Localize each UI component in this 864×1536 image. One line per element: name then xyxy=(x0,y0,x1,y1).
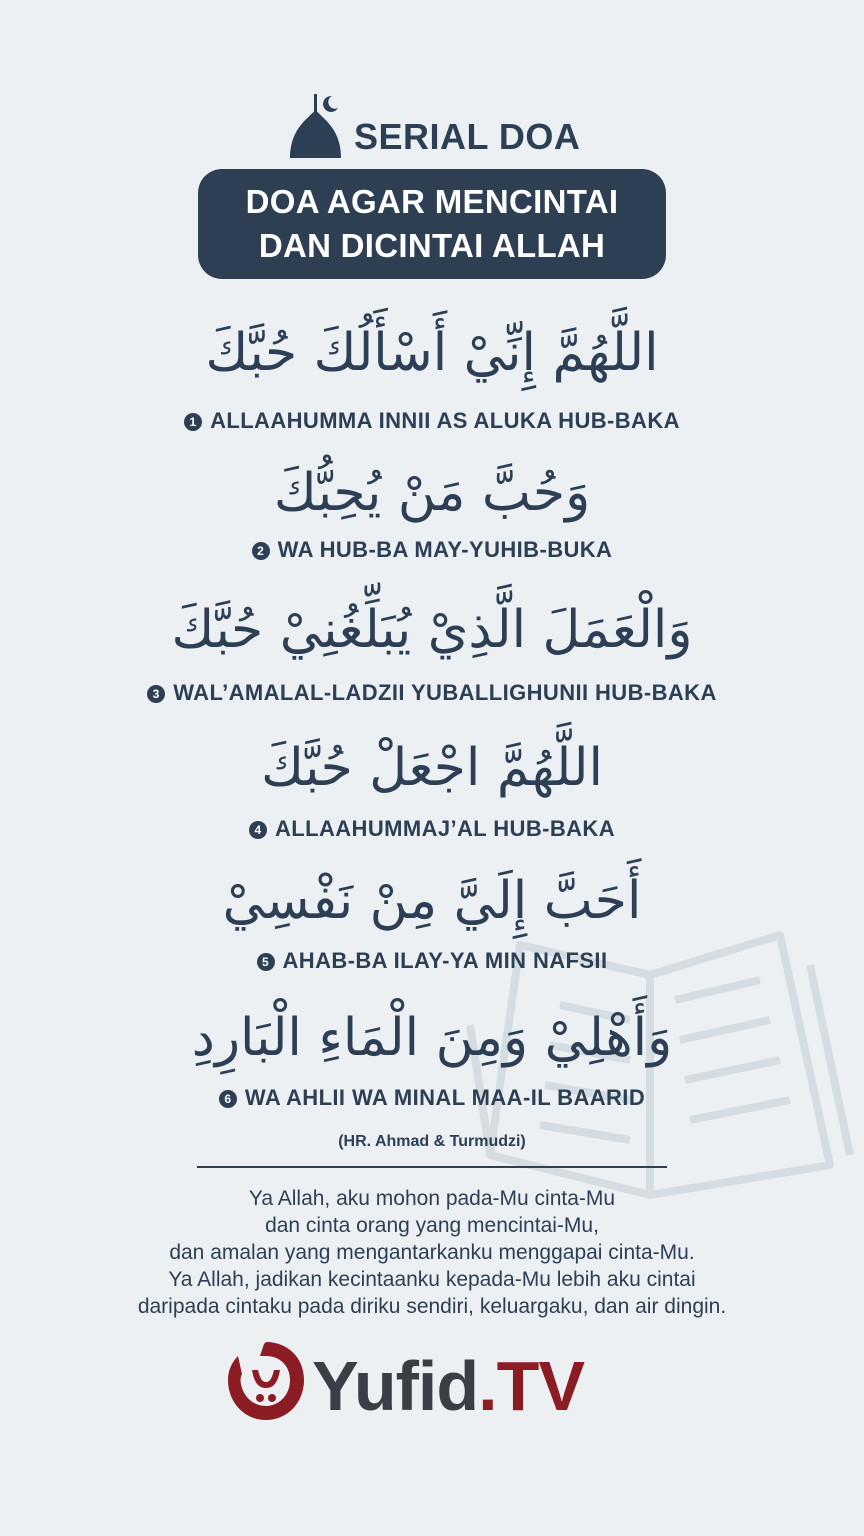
arabic-verse-4: اللَّهُمَّ اجْعَلْ حُبَّكَ xyxy=(261,738,603,798)
logo-name: Yufid xyxy=(312,1347,479,1425)
latin-text-4: ALLAAHUMMAJ’AL HUB-BAKA xyxy=(275,816,615,841)
arabic-verse-6: وَأَهْلِيْ وَمِنَ الْمَاءِ الْبَارِدِ xyxy=(191,1008,673,1068)
latin-verse-4 xyxy=(0,816,864,842)
title-line-1: DOA AGAR MENCINTAI xyxy=(245,183,619,220)
translation-line-2: dan cinta orang yang mencintai-Mu, xyxy=(265,1214,599,1237)
title-line-2: DAN DICINTAI ALLAH xyxy=(258,227,606,264)
arabic-verse-5: أَحَبَّ إِلَيَّ مِنْ نَفْسِيْ xyxy=(222,871,642,931)
arabic-verse-3: وَالْعَمَلَ الَّذِيْ يُبَلِّغُنِيْ حُبَّكَ xyxy=(171,600,693,660)
logo-suffix: TV xyxy=(496,1347,585,1425)
series-label: SERIAL DOA xyxy=(354,116,581,157)
latin-verse-6 xyxy=(0,1085,864,1111)
translation-line-1: Ya Allah, aku mohon pada-Mu cinta-Mu xyxy=(248,1187,616,1210)
latin-verse-2 xyxy=(0,537,864,563)
verse-number-2: 2 xyxy=(252,542,270,560)
verse-number-1: 1 xyxy=(184,413,202,431)
arabic-verse-2: وَحُبَّ مَنْ يُحِبُّكَ xyxy=(273,463,591,523)
yufid-tv-logo xyxy=(226,1340,646,1426)
divider xyxy=(197,1166,667,1168)
latin-text-6: WA AHLII WA MINAL MAA-IL BAARID xyxy=(244,1085,646,1110)
logo-wordmark xyxy=(312,1346,584,1426)
hadith-source: (HR. Ahmad & Turmudzi) xyxy=(338,1133,526,1150)
translation-block xyxy=(0,1185,864,1320)
title-box xyxy=(198,169,666,279)
latin-verse-5 xyxy=(0,948,864,974)
yufid-logo-mark xyxy=(226,1340,306,1422)
verse-number-5: 5 xyxy=(257,953,275,971)
header xyxy=(0,88,864,168)
logo-dot: . xyxy=(478,1347,497,1425)
mosque-dome-icon xyxy=(286,90,346,160)
translation-line-4: Ya Allah, jadikan kecintaanku kepada-Mu lebih aku cintai xyxy=(168,1268,696,1291)
latin-verse-3 xyxy=(0,680,864,706)
latin-text-3: WAL’AMALAL-LADZII YUBALLIGHUNII HUB-BAKA xyxy=(173,680,717,705)
translation-line-5: daripada cintaku pada diriku sendiri, keluargaku, dan air dingin. xyxy=(137,1295,727,1318)
latin-text-5: AHAB-BA ILAY-YA MIN NAFSII xyxy=(282,948,608,973)
latin-text-1: ALLAAHUMMA INNII AS ALUKA HUB-BAKA xyxy=(210,408,680,433)
latin-verse-1 xyxy=(0,408,864,434)
translation-line-3: dan amalan yang mengantarkanku menggapai cinta-Mu. xyxy=(169,1241,695,1264)
arabic-verse-1: اللَّهُمَّ إِنِّيْ أَسْأَلُكَ حُبَّكَ xyxy=(205,323,659,383)
latin-text-2: WA HUB-BA MAY-YUHIB-BUKA xyxy=(277,537,613,562)
verse-number-3: 3 xyxy=(147,685,165,703)
verse-number-4: 4 xyxy=(249,821,267,839)
verse-number-6: 6 xyxy=(219,1090,237,1108)
